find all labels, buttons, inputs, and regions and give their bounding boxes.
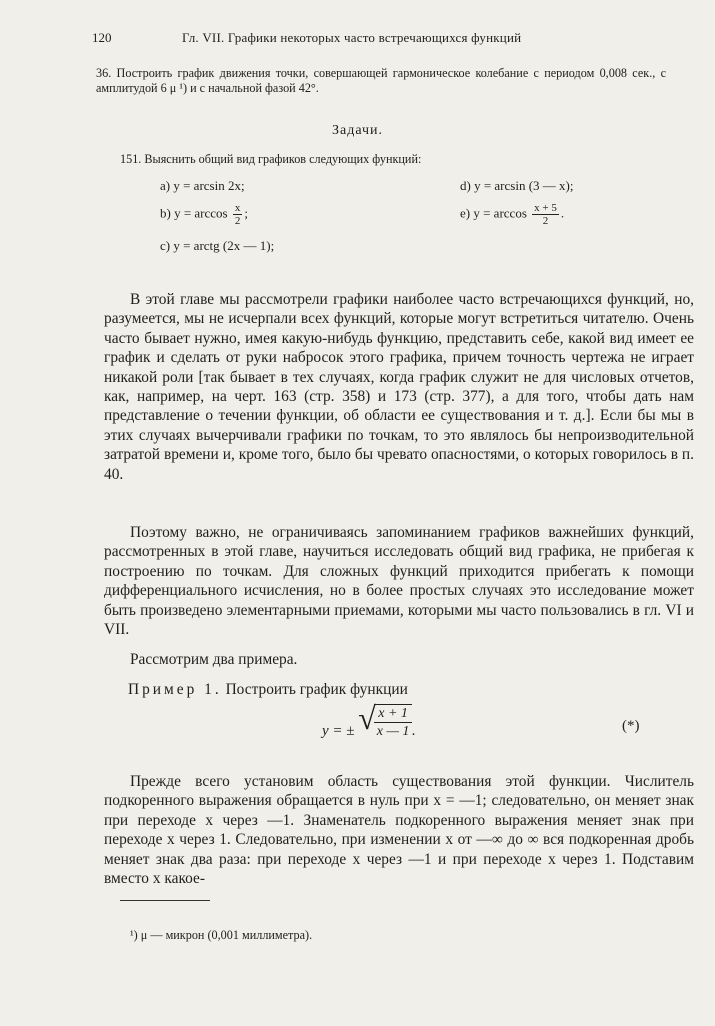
- option-b-numerator: x: [234, 202, 241, 214]
- option-b-fraction: [233, 202, 243, 227]
- formula-denominator: x — 1: [376, 724, 410, 739]
- task-151-text: Выяснить общий вид графиков следующих функций:: [144, 152, 422, 166]
- problem-36: [96, 66, 666, 96]
- example-1-label: Пример 1.: [128, 681, 222, 698]
- formula-root: [358, 700, 412, 740]
- option-e-denominator: 2: [542, 215, 549, 227]
- option-e-fraction: [532, 202, 559, 227]
- formula-numerator: x + 1: [374, 705, 412, 723]
- option-b: [160, 202, 248, 227]
- tasks-heading: Задачи.: [331, 123, 384, 138]
- option-b-prefix: b) y = arccos: [160, 205, 228, 221]
- option-b-suffix: ;: [244, 205, 248, 221]
- task-151: [120, 152, 660, 167]
- option-e: [460, 202, 564, 227]
- paragraph-1: В этой главе мы рассмотрели графики наиболее часто встречающихся функций, но, разумеется, мы не исчерпали всех функций, которые могут встретиться читателю. Очень часто бывает нужно, имея какую-нибудь функцию, представить себе, какой вид имеет ее график и сделать от руки набросок этого графика, причем точность чертежа не играет никакой роли [так бывает в тех случаях, когда график служит не для числовых отчетов, как, например, на черт. 163 (стр. 358) и 173 (стр. 377), а для того, чтобы дать нам представление о течении функции, об области ее существования и т. д.]. Если бы мы в этих случаях вычерчивали графики по точкам, то это являлось бы непроизводительной затратой времени и, кроме того, было бы чревато опасностями, о которых говорилось в п. 40.: [104, 291, 694, 483]
- example-1: [128, 681, 408, 699]
- formula-star: [322, 700, 416, 740]
- page-number: 120: [92, 30, 112, 45]
- option-a: a) y = arcsin 2x;: [160, 178, 245, 193]
- radical-icon: √: [358, 700, 376, 736]
- formula-end: .: [411, 723, 416, 739]
- page-header: [92, 30, 655, 50]
- paragraph-3: Рассмотрим два примера.: [130, 651, 298, 668]
- formula-lhs: y = ±: [322, 723, 355, 739]
- option-b-denominator: 2: [234, 215, 241, 227]
- option-e-numerator: x + 5: [534, 202, 557, 214]
- paragraph-2: Поэтому важно, не ограничиваясь запоминанием графиков важнейших функций, рассмотренных в этой главе, научиться исследовать общий вид графика, не прибегая к построению по точкам. Для сложных функций приходится прибегать к помощи дифференциального исчисления, но в более простых случаях это исследование может быть произведено элементарными приемами, которыми мы часто пользовались в гл. VI и VII.: [104, 524, 694, 639]
- task-151-number: 151.: [120, 152, 142, 166]
- example-1-text: Построить график функции: [225, 681, 408, 698]
- running-title: Гл. VII. Графики некоторых часто встречающихся функций: [182, 30, 522, 45]
- footnote-divider: [120, 900, 210, 901]
- option-c: c) y = arctg (2x — 1);: [160, 238, 275, 253]
- formula-fraction: [374, 704, 412, 740]
- problem-36-text: Построить график движения точки, совершающей гармоническое колебание с периодом 0,008 сек., с амплитудой 6 μ ¹) и с начальной фазой 42°.: [96, 66, 666, 95]
- option-d: d) y = arcsin (3 — x);: [460, 178, 574, 193]
- option-e-prefix: e) y = arccos: [460, 205, 527, 221]
- footnote: ¹) μ — микрон (0,001 миллиметра).: [130, 928, 313, 942]
- paragraph-after-example: Прежде всего установим область существования этой функции. Числитель подкоренного выражения обращается в нуль при x = —1; следовательно, он меняет знак при переходе x через —1. Знаменатель подкоренного выражения меняет знак при переходе x через 1. Следовательно, при изменении x от —∞ до ∞ вся подкоренная дробь меняет знак два раза: при переходе x через —1 и при переходе x через 1. Подставим вместо x какое-: [104, 773, 694, 888]
- formula-tag: (*): [622, 718, 640, 734]
- problem-36-number: 36.: [96, 66, 112, 80]
- option-e-suffix: .: [560, 205, 565, 221]
